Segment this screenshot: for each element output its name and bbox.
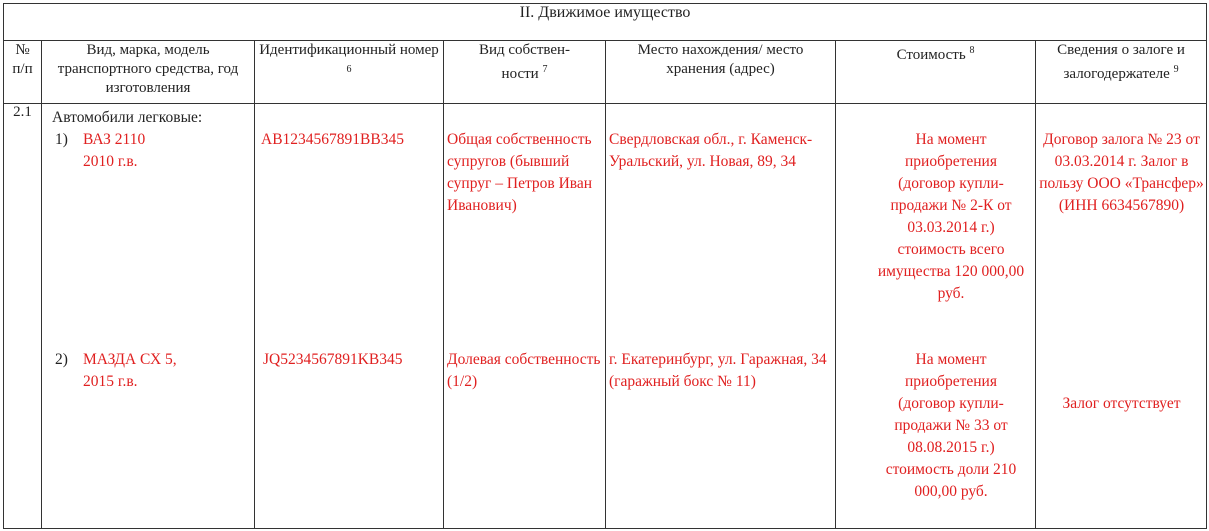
cost-cell [836,104,1036,529]
ownership-cell [444,104,606,529]
vehicle-1-location: Свердловская обл., г. Каменск-Уральский, ул. Новая, 89, 34 [609,131,813,170]
vehicle-1-year: 2010 г.в. [83,153,138,170]
vehicle-2-pledge: Залог отсутствует [1062,395,1181,412]
vehicle-2-index: 2) [55,351,68,368]
header-id-number: Идентификационный номер $^6$ [255,41,444,104]
vehicle-1-index: 1) [55,131,68,148]
location-cell [606,104,836,529]
vehicle-1-model: ВАЗ 2110 [83,131,146,148]
vehicle-2-ownership: Долевая собственность (1/2) [447,351,601,390]
movable-property-table [3,3,1207,529]
header-location: Место нахождения/ место хранения (адрес) [606,41,836,104]
header-vehicle: Вид, марка, модель транспортного средства, год изготовления [42,41,255,104]
vehicle-1-ownership: Общая собственность супругов (бывший супруг – Петров Иван Иванович) [447,131,593,214]
vehicle-category: Автомобили легковые: [52,109,203,126]
vehicle-2-cost: На момент приобретения (договор купли-продажи № 33 от 08.08.2015 г.) стоимость доли 210 000,00 руб. [885,351,1017,500]
header-cost: Стоимость $^8$ [836,41,1036,104]
vehicle-2-vin: JQ5234567891KB345 [263,351,403,368]
vehicle-2-year: 2015 г.в. [83,373,138,390]
vehicle-1-pledge: Договор залога № 23 от 03.03.2014 г. Залог в пользу ООО «Трансфер» (ИНН 6634567890) [1039,131,1204,214]
header-pledge: Сведения о залоге и залогодержателе $^9$ [1036,41,1207,104]
pledge-cell [1036,104,1207,529]
header-ownership: Вид собствен- ности $^7$ [444,41,606,104]
vin-cell [255,104,444,529]
header-num: № п/п [4,41,42,104]
vehicle-2-location: г. Екатеринбург, ул. Гаражная, 34 (гаражный бокс № 11) [609,351,827,390]
vehicle-1-cost: На момент приобретения (договор купли-продажи № 2-К от 03.03.2014 г.) стоимость всего имущества 120 000,00 руб. [877,131,1025,302]
vehicle-cell [42,104,255,529]
vehicle-2-model: МАЗДА СХ 5, [83,351,177,368]
vehicle-1-vin: АВ1234567891ВВ345 [261,131,404,148]
section-title: II. Движимое имущество [4,4,1207,41]
row-number: 2.1 [4,104,42,529]
